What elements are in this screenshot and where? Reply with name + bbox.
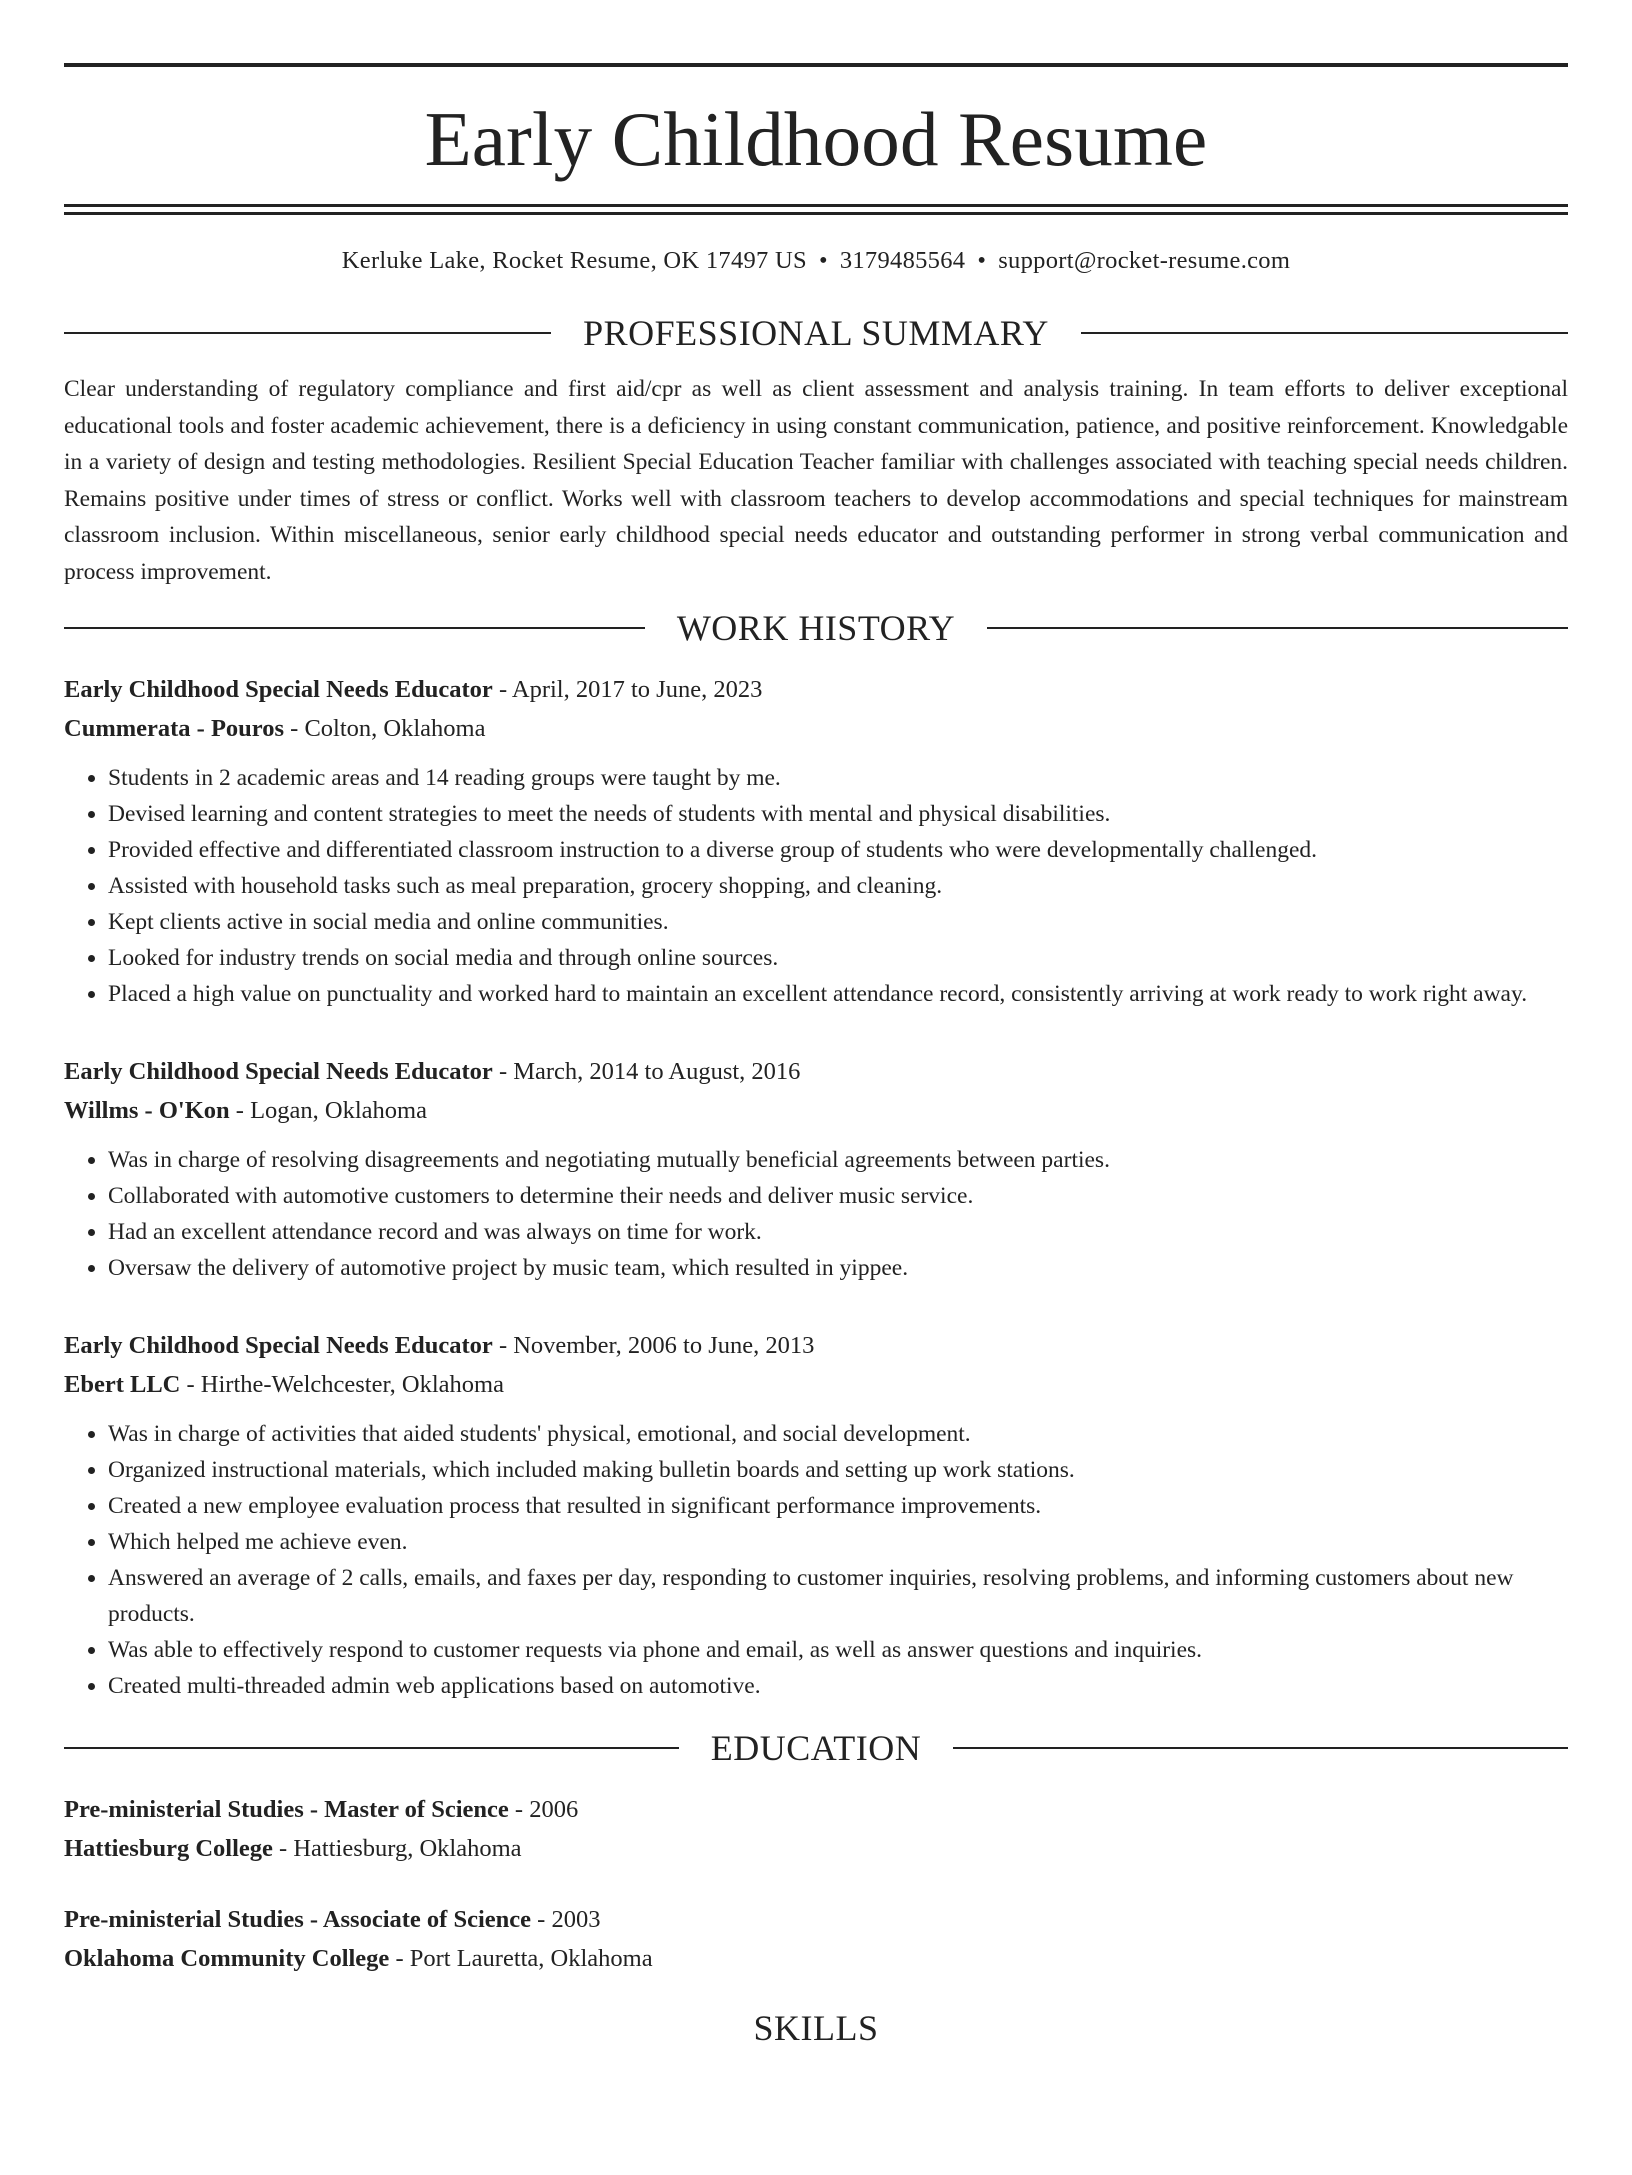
duty-item: • Kept clients active in social media and online communities. xyxy=(108,904,1568,940)
duty-item: • Was in charge of resolving disagreements and negotiating mutually beneficial agreements between parties. xyxy=(108,1142,1568,1178)
dash: - xyxy=(279,1835,288,1862)
duty-item: • Assisted with household tasks such as meal preparation, grocery shopping, and cleaning. xyxy=(108,868,1568,904)
job-company: Willms - O'Kon xyxy=(64,1097,230,1124)
section-rule-left xyxy=(64,332,551,334)
job-entry xyxy=(64,670,1568,1012)
job-company: Ebert LLC xyxy=(64,1371,181,1398)
job-entry xyxy=(64,1326,1568,1704)
education-entry xyxy=(64,1790,1568,1868)
duty-item: • Was in charge of activities that aided students' physical, emotional, and social development. xyxy=(108,1416,1568,1452)
dash: - xyxy=(290,715,299,742)
duty-item: • Was able to effectively respond to customer requests via phone and email, as well as answer questions and inquiries. xyxy=(108,1632,1568,1668)
job-location: Colton, Oklahoma xyxy=(304,715,486,742)
school-location: Port Lauretta, Oklahoma xyxy=(409,1945,653,1972)
job-title-line xyxy=(64,670,1568,709)
dash: - xyxy=(498,1332,508,1359)
duty-item: • Looked for industry trends on social media and through online sources. xyxy=(108,940,1568,976)
job-company: Cummerata - Pouros xyxy=(64,715,285,742)
job-title: Early Childhood Special Needs Educator xyxy=(64,1058,493,1085)
duty-item: • Created a new employee evaluation process that resulted in significant performance improvements. xyxy=(108,1488,1568,1524)
job-location: Hirthe-Welchcester, Oklahoma xyxy=(200,1371,504,1398)
section-rule-right xyxy=(987,627,1568,629)
contact-phone: 3179485564 xyxy=(839,247,966,274)
duty-item: • Which helped me achieve even. xyxy=(108,1524,1568,1560)
duty-item: • Created multi-threaded admin web applications based on automotive. xyxy=(108,1668,1568,1704)
section-header-skills xyxy=(64,2010,1568,2046)
job-dates: November, 2006 to June, 2013 xyxy=(513,1332,815,1359)
duty-item: • Placed a high value on punctuality and worked hard to maintain an excellent attendance record, consistently arriving at work ready to work right away. xyxy=(108,976,1568,1012)
degree-year: 2006 xyxy=(529,1796,579,1823)
duty-list xyxy=(64,1416,1568,1704)
job-location: Logan, Oklahoma xyxy=(250,1097,427,1124)
job-title-line xyxy=(64,1052,1568,1091)
section-header-education xyxy=(64,1730,1568,1766)
section-title-education: EDUCATION xyxy=(710,1728,922,1768)
duty-list xyxy=(64,760,1568,1012)
dash: - xyxy=(498,676,508,703)
contact-address: Kerluke Lake, Rocket Resume, OK 17497 US xyxy=(341,247,807,274)
dash: - xyxy=(395,1945,404,1972)
job-company-line xyxy=(64,1365,1568,1404)
section-header-summary xyxy=(64,315,1568,351)
degree: Pre-ministerial Studies - Associate of Science xyxy=(64,1906,532,1933)
contact-email: support@rocket-resume.com xyxy=(998,247,1291,274)
resume-page xyxy=(0,63,1632,2175)
duty-item: • Had an excellent attendance record and was always on time for work. xyxy=(108,1214,1568,1250)
dash: - xyxy=(498,1058,508,1085)
duty-item: • Oversaw the delivery of automotive project by music team, which resulted in yippee. xyxy=(108,1250,1568,1286)
section-header-work xyxy=(64,610,1568,646)
job-title-line xyxy=(64,1326,1568,1365)
school-location: Hattiesburg, Oklahoma xyxy=(293,1835,522,1862)
duty-item: • Students in 2 academic areas and 14 reading groups were taught by me. xyxy=(108,760,1568,796)
duty-item: • Answered an average of 2 calls, emails, and faxes per day, responding to customer inquiries, resolving problems, and informing customers about new products. xyxy=(108,1560,1568,1632)
duty-item: • Devised learning and content strategies to meet the needs of students with mental and physical disabilities. xyxy=(108,796,1568,832)
school: Hattiesburg College xyxy=(64,1835,273,1862)
section-title-skills: SKILLS xyxy=(753,2008,879,2048)
dash: - xyxy=(186,1371,195,1398)
degree: Pre-ministerial Studies - Master of Science xyxy=(64,1796,509,1823)
page-title: Early Childhood Resume xyxy=(424,96,1208,182)
dash: - xyxy=(537,1906,546,1933)
contact-separator: • xyxy=(818,247,828,274)
job-dates: April, 2017 to June, 2023 xyxy=(511,676,763,703)
education-entry xyxy=(64,1900,1568,1978)
job-company-line xyxy=(64,709,1568,748)
job-title: Early Childhood Special Needs Educator xyxy=(64,676,493,703)
duty-item: • Collaborated with automotive customers to determine their needs and deliver music service. xyxy=(108,1178,1568,1214)
top-rule xyxy=(64,63,1568,67)
degree-line xyxy=(64,1790,1568,1829)
dash: - xyxy=(514,1796,524,1823)
school-line xyxy=(64,1829,1568,1868)
job-dates: March, 2014 to August, 2016 xyxy=(513,1058,801,1085)
duty-list xyxy=(64,1142,1568,1286)
job-company-line xyxy=(64,1091,1568,1130)
duty-item: • Organized instructional materials, which included making bulletin boards and setting up work stations. xyxy=(108,1452,1568,1488)
school: Oklahoma Community College xyxy=(64,1945,390,1972)
contact-separator: • xyxy=(977,247,987,274)
contact-line xyxy=(64,247,1568,275)
section-rule-left xyxy=(64,1747,679,1749)
degree-line xyxy=(64,1900,1568,1939)
section-rule-left xyxy=(64,627,645,629)
dash: - xyxy=(235,1097,244,1124)
summary-text: Clear understanding of regulatory compliance and first aid/cpr as well as client assessment and analysis training. In team efforts to deliver exceptional educational tools and foster academic achievement, there is a deficiency in using constant communication, patience, and positive reinforcement. Knowledgable in a variety of design and testing methodologies. Resilient Special Education Teacher familiar with challenges associated with teaching special needs children. Remains positive under times of stress or conflict. Works well with classroom teachers to develop accommodations and special techniques for mainstream classroom inclusion. Within miscellaneous, senior early childhood special needs educator and outstanding performer in strong verbal communication and process improvement. xyxy=(64,376,1568,585)
section-title-summary: PROFESSIONAL SUMMARY xyxy=(583,313,1049,353)
degree-year: 2003 xyxy=(551,1906,601,1933)
job-title: Early Childhood Special Needs Educator xyxy=(64,1332,493,1359)
title-double-rule xyxy=(64,204,1568,215)
school-line xyxy=(64,1939,1568,1978)
section-title-work: WORK HISTORY xyxy=(676,608,956,648)
job-entry xyxy=(64,1052,1568,1286)
section-rule-right xyxy=(953,1747,1568,1749)
duty-item: • Provided effective and differentiated classroom instruction to a diverse group of students who were developmentally challenged. xyxy=(108,832,1568,868)
section-rule-right xyxy=(1081,332,1568,334)
